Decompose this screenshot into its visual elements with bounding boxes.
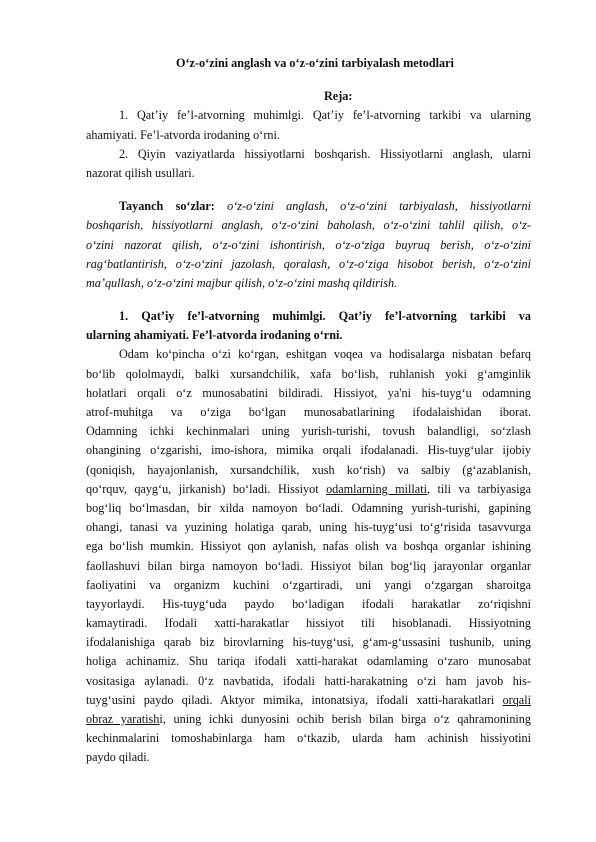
body-text: qo‘rquv, qayg‘u, jirkanish) bo‘ladi. Hissiyot — [86, 481, 327, 496]
underlined-phrase: odamlarning millati — [326, 481, 427, 496]
spacer — [86, 183, 531, 197]
body-line — [86, 480, 531, 499]
body-text: , tili va tarbiyasiga — [426, 481, 531, 496]
body-line: faoliyatini va organizm kuchini o‘zgartiradi, uni yangi o‘zgargan sharoitga — [86, 577, 531, 592]
body-line: (qoniqish, hayajonlanish, xursandchilik, xush ko‘rish) va salbiy (g‘azablanish, — [86, 462, 531, 477]
document-page — [86, 54, 531, 768]
body-text: i, uning ichki dunyosini ochib berish bilan birga o‘z qahramonining — [159, 712, 531, 726]
spacer — [86, 73, 531, 87]
keywords-line-5: ma’qullash, o‘z-o‘zini majbur qilish, o‘z-o‘zini mashq qildirish. — [86, 275, 398, 290]
plan-heading: Reja: — [324, 89, 353, 104]
section-heading-line-2: ularning ahamiyati. Fe’l-atvorda irodaning o‘rni. — [86, 328, 343, 343]
body-line: kamaytiradi. Ifodali xatti-harakatlar hissiyot tili hisoblanadi. Hissiyotning — [86, 616, 531, 631]
body-text: tuyg‘usini paydo qiladi. Aktyor mimika, intonatsiya, ifodali xatti-harakatlari — [86, 692, 503, 707]
body-line — [86, 710, 531, 729]
keywords-line-4: rag‘batlantirish, o‘z-o‘zini jazolash, qoralash, o‘z-o‘ziga hisobot berish, o‘z-o‘zini — [86, 256, 531, 271]
body-line: ohangining o‘zgarishi, imo-ishora, mimika orqali ifodalanadi. His-tuyg‘ular ijobiy — [86, 443, 531, 458]
body-line: Odamning ichki kechinmalari uning yurish-turishi, tovush balandligi, so‘zlash — [86, 424, 531, 439]
plan-item-1-line-1: 1. Qat’iy fe’l-atvorning muhimlgi. Qat’iy fe’l-atvorning tarkibi va ularning — [119, 108, 531, 123]
body-line: paydo qiladi. — [86, 750, 150, 765]
body-line: faollashuvi bilan birga namoyon bo‘ladi. Hissiyot bilan bog‘liq jarayonlar organlar — [86, 558, 531, 573]
spacer — [86, 293, 531, 307]
document-title: O‘z-o‘zini anglash va o‘z-o‘zini tarbiyalash metodlari — [176, 56, 454, 70]
body-line: Odam ko‘pincha o‘zi ko‘rgan, eshitgan voqea va hodisalarga nisbatan befarq — [119, 347, 531, 362]
plan-item-2-line-1: 2. Qiyin vaziyatlarda hissiyotlarni boshqarish. Hissiyotlarni anglash, ularni — [119, 146, 531, 161]
keywords-label: Tayanch so‘zlar: — [119, 199, 215, 214]
body-line: kechinmalarini tomoshabinlarga ham o‘tkazib, ularda ham achinish hissiyotini — [86, 731, 531, 746]
body-line: vositasiga aylanadi. 0‘z navbatida, ifodali hatti-harakatning o‘zi ham javob his- — [86, 673, 531, 688]
body-line: bo‘lib qololmaydi, balki xursandchilik, xafa bo‘lish, ruhlanish yoki g‘amginlik — [86, 366, 531, 381]
underlined-phrase: orqali — [502, 692, 531, 707]
body-line: holatlari orqali o‘z munosabatini bildiradi. Hissiyot, ya'ni his-tuyg‘u odamning — [86, 385, 531, 400]
body-line — [86, 691, 531, 710]
keywords-text-1: o‘z-o‘zini anglash, o‘z-o‘zini tarbiyalash, hissiyotlarni — [227, 199, 531, 214]
body-line: atrof-muhitga va o‘ziga bo‘lgan munosabatlarining ifodalaishidan iborat. — [86, 405, 531, 419]
body-line: tayyorlaydi. His-tuyg‘uda paydo bo‘ladigan ifodali harakatlar zo‘riqishni — [86, 596, 531, 611]
keywords-line-1 — [86, 197, 531, 216]
section-heading-line-1: 1. Qat’iy fe’l-atvorning muhimlgi. Qat’iy fe’l-atvorning tarkibi va — [119, 309, 531, 324]
body-line: ohangi, tanasi va yuzining holatiga qarab, uning his-tuyg‘usi to‘g‘risida tasavvurga — [86, 520, 531, 535]
keywords-line-3: o‘zini nazorat qilish, o‘z-o‘zini ishontirish, o‘z-o‘ziga buyruq berish, o‘z-o‘zini — [86, 237, 531, 252]
body-line: holiga achinamiz. Shu tariqa ifodali xatti-harakat odamlaming o‘zaro munosabat — [86, 654, 531, 669]
body-line: bog‘liq bo‘lmasdan, bir xilda namoyon bo‘ladi. Odamning yurish-turishi, gapining — [86, 500, 531, 515]
body-line: ega bo‘lish mumkin. Hissiyot qon aylanish, nafas olish va boshqa organlar ishining — [86, 539, 531, 554]
plan-item-2-line-2: nazorat qilish usullari. — [86, 165, 195, 180]
underlined-phrase: obraz yaratish — [86, 712, 160, 726]
plan-item-1-line-2: ahamiyati. Fe’l-atvorda irodaning o‘rni. — [86, 127, 280, 142]
keywords-line-2: boshqarish, hissiyotlarni anglash, o‘z-o‘zini baholash, o‘z-o‘zini tahlil qilish, o‘z- — [86, 218, 531, 233]
body-line: ifodalanishiga qarab biz birovlarning his-tuyg‘usi, g‘am-g‘ussasini tushunib, uning — [86, 635, 531, 650]
